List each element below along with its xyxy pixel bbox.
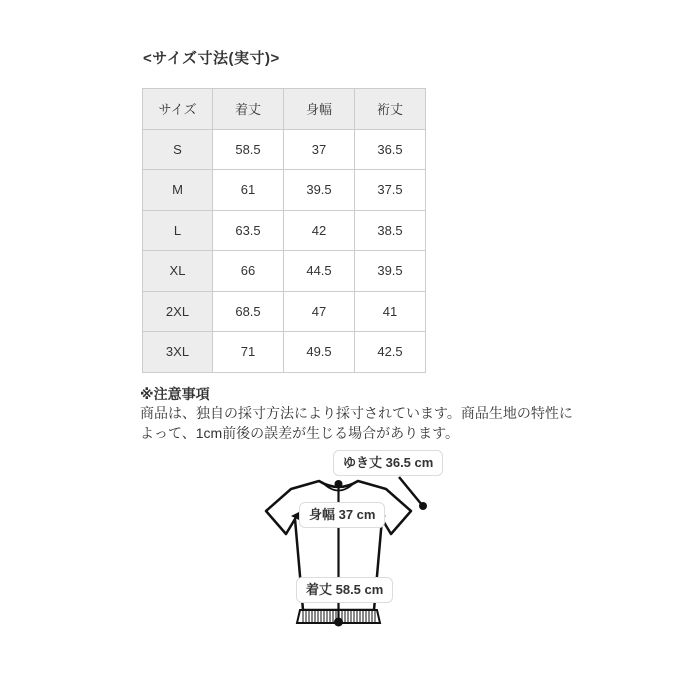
cell-value: 44.5 — [284, 251, 355, 292]
cell-value: 47 — [284, 291, 355, 332]
cell-value: 71 — [213, 332, 284, 373]
sleeve-measure-line — [399, 477, 422, 505]
size-table — [142, 88, 426, 373]
row-label: 3XL — [143, 332, 213, 373]
note-line-2: よって、1cm前後の誤差が生じる場合があります。 — [140, 425, 460, 441]
cell-value: 42.5 — [355, 332, 426, 373]
cell-value: 68.5 — [213, 291, 284, 332]
cell-value: 58.5 — [213, 129, 284, 170]
cell-value: 39.5 — [284, 170, 355, 211]
table-row — [143, 129, 426, 170]
row-label: M — [143, 170, 213, 211]
cell-value: 41 — [355, 291, 426, 332]
table-row — [143, 291, 426, 332]
cell-value: 39.5 — [355, 251, 426, 292]
table-row — [143, 170, 426, 211]
page-title: <サイズ寸法(実寸)> — [143, 50, 280, 67]
hem-point-dot — [334, 618, 343, 627]
notes-heading: ※注意事項 — [140, 386, 210, 402]
col-header-size: サイズ — [143, 89, 213, 130]
table-row — [143, 332, 426, 373]
row-label: XL — [143, 251, 213, 292]
yuki-length-label: ゆき丈 36.5 cm — [333, 450, 443, 476]
cell-value: 37.5 — [355, 170, 426, 211]
row-label: L — [143, 210, 213, 251]
cell-value: 66 — [213, 251, 284, 292]
cell-value: 49.5 — [284, 332, 355, 373]
cell-value: 63.5 — [213, 210, 284, 251]
garment-length-label: 着丈 58.5 cm — [296, 577, 393, 603]
cell-value: 36.5 — [355, 129, 426, 170]
sleeve-end-dot — [419, 502, 427, 510]
col-header-width: 身幅 — [284, 89, 355, 130]
row-label: 2XL — [143, 291, 213, 332]
cell-value: 61 — [213, 170, 284, 211]
cell-value: 37 — [284, 129, 355, 170]
size-table-header-row — [143, 89, 426, 130]
cell-value: 38.5 — [355, 210, 426, 251]
row-label: S — [143, 129, 213, 170]
cell-value: 42 — [284, 210, 355, 251]
table-row — [143, 210, 426, 251]
neck-point-dot — [335, 480, 343, 488]
col-header-sleeve: 裄丈 — [355, 89, 426, 130]
note-line-1: 商品は、独自の採寸方法により採寸されています。商品生地の特性に — [140, 405, 573, 421]
table-row — [143, 251, 426, 292]
col-header-length: 着丈 — [213, 89, 284, 130]
body-width-label: 身幅 37 cm — [299, 502, 385, 528]
